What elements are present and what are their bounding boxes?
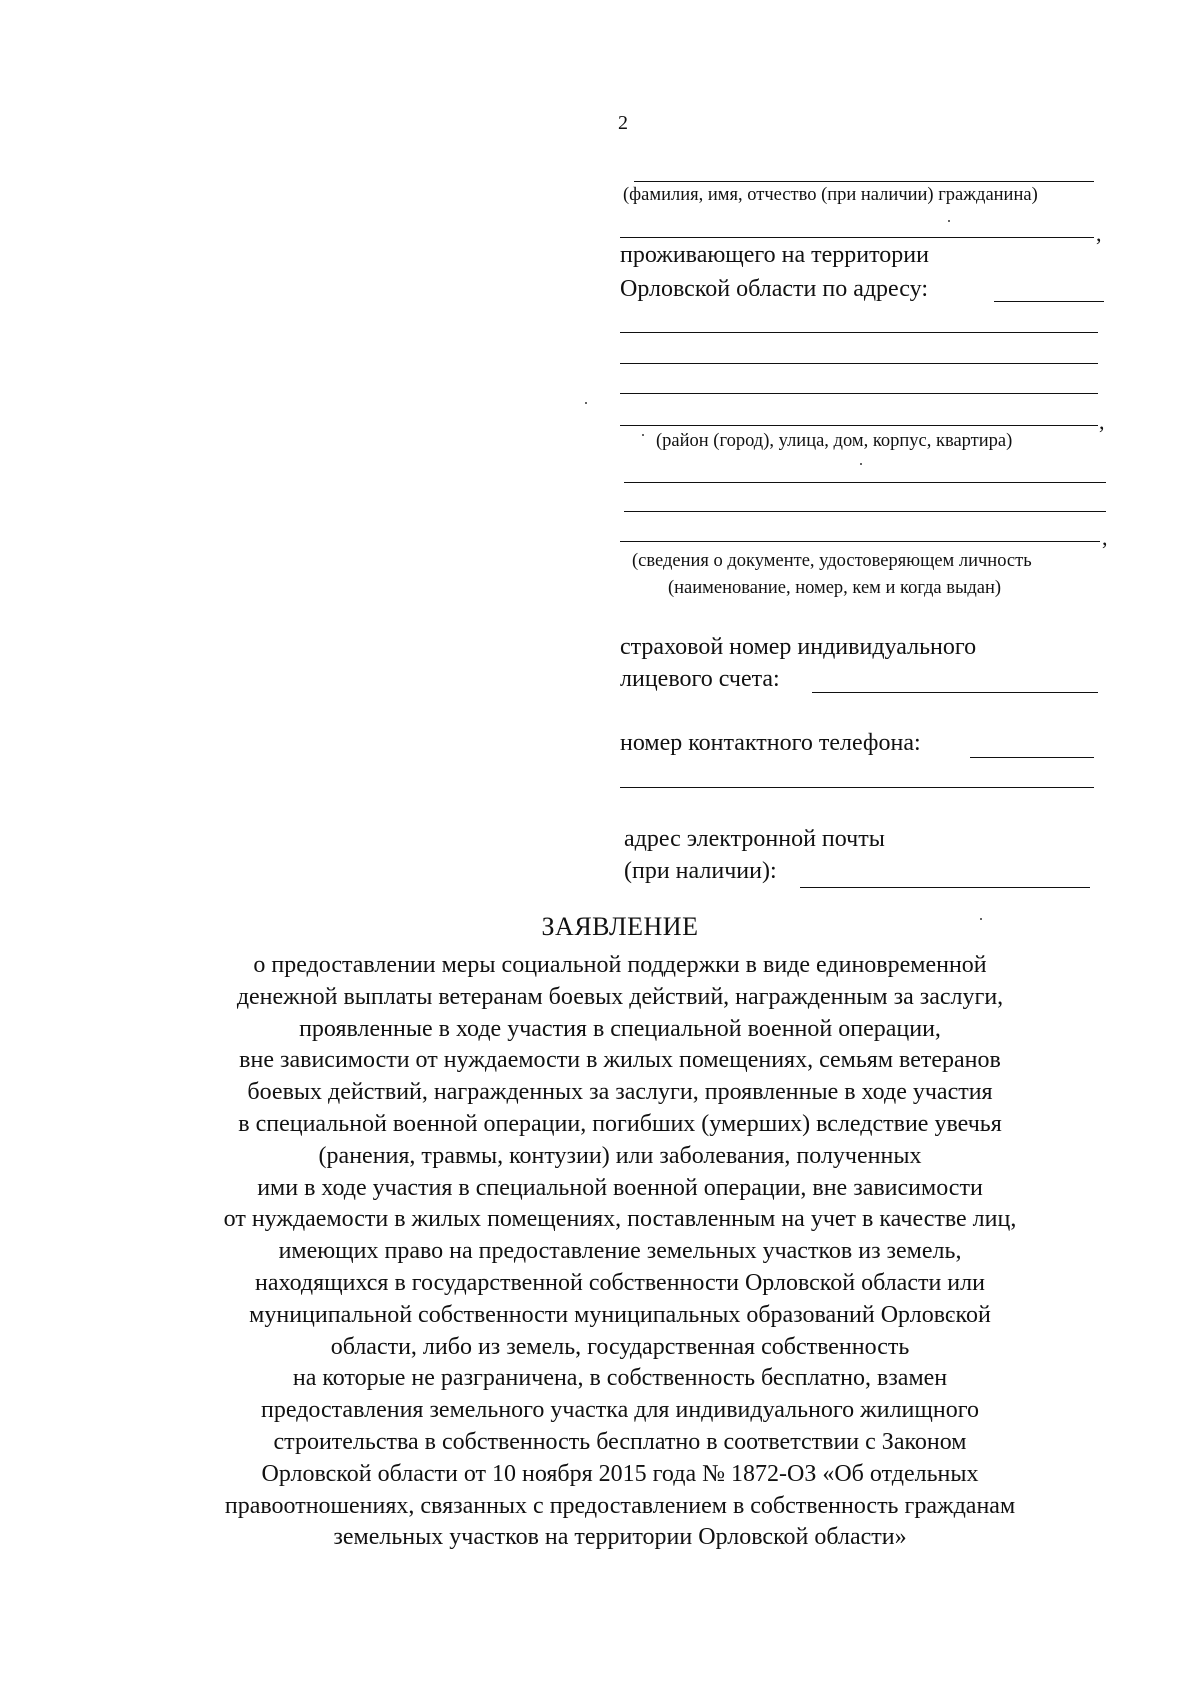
scan-speck (642, 434, 644, 436)
body-line: имеющих право на предоставление земельных участков из земель, (278, 1238, 962, 1265)
statement-body (170, 950, 1070, 1554)
page-number: 2 (618, 112, 628, 134)
body-line: от нуждаемости в жилых помещениях, поставленным на учет в качестве лиц, (223, 1206, 1017, 1233)
email-label-1: адрес электронной почты (624, 826, 885, 852)
email-label-2: (при наличии): (624, 858, 777, 884)
body-line: правоотношениях, связанных с предоставлением в собственность гражданам (224, 1492, 1016, 1519)
scan-speck (860, 463, 862, 465)
address-field-line-1[interactable] (620, 332, 1098, 333)
residence-label-1: проживающего на территории (620, 242, 929, 268)
document-caption-1: (сведения о документе, удостоверяющем личность (632, 551, 1032, 571)
body-line: вне зависимости от нуждаемости в жилых помещениях, семьям ветеранов (239, 1047, 1001, 1074)
phone-field-line-2[interactable] (620, 787, 1094, 788)
comma: , (1102, 525, 1108, 550)
address-field-line-4[interactable] (620, 425, 1098, 426)
scan-speck (948, 220, 950, 222)
snils-label-2: лицевого счета: (620, 666, 780, 692)
body-line: муниципальной собственности муниципальных образований Орловской (249, 1301, 991, 1328)
address-field-line-3[interactable] (620, 393, 1098, 394)
body-line: земельных участков на территории Орловской области» (333, 1524, 907, 1551)
body-line: ими в ходе участия в специальной военной операции, вне зависимости (257, 1174, 983, 1201)
body-line: предоставления земельного участка для индивидуального жилищного (261, 1397, 979, 1424)
comma: , (1096, 221, 1102, 246)
fio-caption: (фамилия, имя, отчество (при наличии) гражданина) (623, 185, 1038, 205)
body-line: боевых действий, награжденных за заслуги, проявленные в ходе участия (247, 1079, 993, 1106)
fio-field-line[interactable] (634, 181, 1094, 182)
body-line: находящихся в государственной собственности Орловской области или (255, 1269, 985, 1296)
address-field-line-0[interactable] (994, 301, 1104, 302)
body-line: (ранения, травмы, контузии) или заболевания, полученных (318, 1142, 922, 1169)
body-line: в специальной военной операции, погибших (умерших) вследствие увечья (238, 1110, 1002, 1137)
residence-label-2: Орловской области по адресу: (620, 276, 928, 302)
document-field-line-3[interactable] (620, 541, 1100, 542)
document-field-line-1[interactable] (624, 482, 1106, 483)
address-caption: (район (город), улица, дом, корпус, квартира) (656, 431, 1013, 451)
comma: , (1099, 409, 1105, 434)
phone-label: номер контактного телефона: (620, 730, 921, 756)
body-line: строительства в собственность бесплатно в соответствии с Законом (273, 1428, 967, 1455)
email-field-line[interactable] (800, 887, 1090, 888)
document-caption-2: (наименование, номер, кем и когда выдан) (668, 578, 1002, 598)
body-line: проявленные в ходе участия в специальной военной операции, (299, 1015, 941, 1042)
phone-field-line-1[interactable] (970, 757, 1094, 758)
address-field-line-2[interactable] (620, 363, 1098, 364)
fio-field-line-2[interactable] (620, 237, 1094, 238)
body-line: о предоставлении меры социальной поддержки в виде единовременной (253, 952, 987, 978)
body-line: на которые не разграничена, в собственность бесплатно, взамен (292, 1365, 948, 1392)
scan-speck (585, 402, 587, 404)
body-line: Орловской области от 10 ноября 2015 года № 1872-ОЗ «Об отдельных (261, 1460, 979, 1487)
document-field-line-2[interactable] (624, 511, 1106, 512)
body-line: денежной выплаты ветеранам боевых действий, награжденным за заслуги, (236, 983, 1004, 1010)
document-title: ЗАЯВЛЕНИЕ (541, 912, 699, 941)
snils-label-1: страховой номер индивидуального (620, 634, 977, 660)
snils-field-line[interactable] (812, 692, 1098, 693)
body-line: области, либо из земель, государственная собственность (330, 1333, 910, 1360)
